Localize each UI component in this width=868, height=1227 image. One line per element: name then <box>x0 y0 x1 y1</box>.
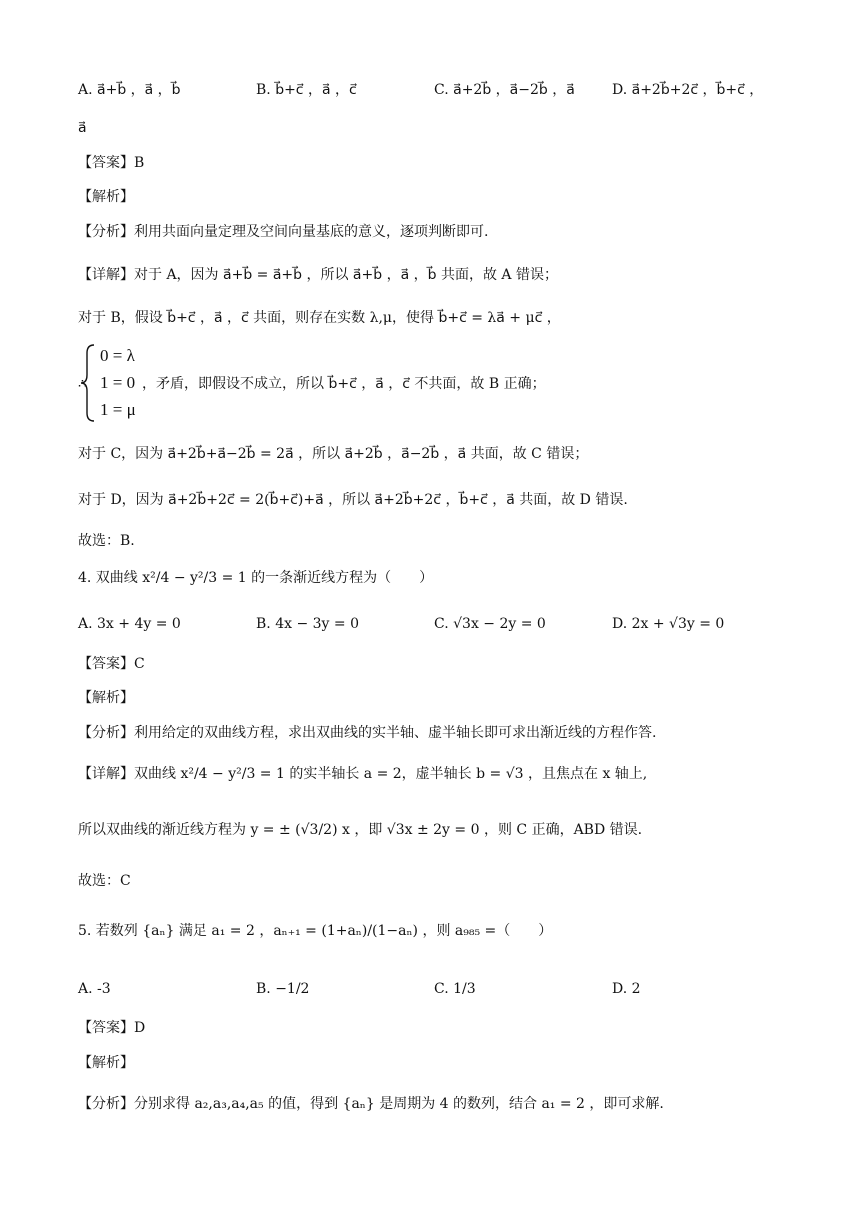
q4-option-a: A. 3x + 4y = 0 <box>78 616 181 632</box>
q5-option-c: C. 1/3 <box>434 981 476 997</box>
q3-option-c: C. a⃗+2b⃗ ，a⃗−2b⃗ ，a⃗ <box>434 82 575 98</box>
q5-option-a: A. -3 <box>78 981 111 997</box>
q4-detail-2: 所以双曲线的渐近线方程为 y = ± (√3/2) x ，即 √3x ± 2y = 0 ，则 C 正确，ABD 错误. <box>78 822 643 838</box>
q3-fenxi: 【分析】利用共面向量定理及空间向量基底的意义，逐项判断即可. <box>78 224 489 240</box>
q5-fenxi: 【分析】分别求得 a₂,a₃,a₄,a₅ 的值，得到 {aₙ} 是周期为 4 的数列，结合 a₁ = 2 ，即可求解. <box>78 1096 664 1112</box>
q4-detail-1: 【详解】双曲线 x²/4 − y²/3 = 1 的实半轴长 a = 2，虚半轴长 b = √3 ，且焦点在 x 轴上, <box>78 766 648 782</box>
q5-option-d: D. 2 <box>612 981 641 997</box>
q4-answer: 【答案】C <box>78 656 145 672</box>
q3-detail-3: ，矛盾，即假设不成立，所以 b⃗+c⃗ ，a⃗ ，c⃗ 不共面，故 B 正确； <box>142 376 546 392</box>
q5-analysis-title: 【解析】 <box>78 1055 134 1071</box>
q4-option-d: D. 2x + √3y = 0 <box>612 616 725 632</box>
q4-option-b: B. 4x − 3y = 0 <box>256 616 359 632</box>
system-eq-2: 1 = 0 <box>100 373 136 392</box>
q3-answer: 【答案】B <box>78 155 145 171</box>
q4-analysis-title: 【解析】 <box>78 690 134 706</box>
q3-detail-5: 对于 D，因为 a⃗+2b⃗+2c⃗ = 2(b⃗+c⃗)+a⃗ ，所以 a⃗+2b⃗+2c⃗ ，b⃗+c⃗ ，a⃗ 共面，故 D 错误. <box>78 492 628 508</box>
q5-answer: 【答案】D <box>78 1020 146 1036</box>
q5-option-b: B. −1/2 <box>256 981 310 997</box>
q3-choose: 故选：B. <box>78 533 135 549</box>
q3-detail-1: 【详解】对于 A，因为 a⃗+b⃗ = a⃗+b⃗ ，所以 a⃗+b⃗ ，a⃗ ，b⃗ 共面，故 A 错误； <box>78 267 558 283</box>
q4-stem: 4. 双曲线 x²/4 − y²/3 = 1 的一条渐近线方程为（ ） <box>78 570 434 586</box>
q4-option-c: C. √3x − 2y = 0 <box>434 616 546 632</box>
q3-detail-2: 对于 B，假设 b⃗+c⃗ ，a⃗ ，c⃗ 共面，则存在实数 λ,μ，使得 b⃗+c⃗ = λa⃗ + μc⃗ ， <box>78 310 561 326</box>
q3-analysis-title: 【解析】 <box>78 189 134 205</box>
q3-option-b: B. b⃗+c⃗ ，a⃗ ，c⃗ <box>256 82 357 98</box>
left-brace-icon <box>78 343 98 423</box>
q3-detail-4: 对于 C，因为 a⃗+2b⃗+a⃗−2b⃗ = 2a⃗ ，所以 a⃗+2b⃗ ，a⃗−2b⃗ ，a⃗ 共面，故 C 错误； <box>78 446 589 462</box>
system-eq-3: 1 = μ <box>100 400 136 419</box>
q4-fenxi: 【分析】利用给定的双曲线方程，求出双曲线的实半轴、虚半轴长即可求出渐近线的方程作答. <box>78 725 657 741</box>
q5-stem: 5. 若数列 {aₙ} 满足 a₁ = 2 ，aₙ₊₁ = (1+aₙ)/(1−aₙ) ，则 a₉₈₅ =（ ） <box>78 923 553 939</box>
q3-option-d-continued: a⃗ <box>78 120 87 136</box>
q3-option-d: D. a⃗+2b⃗+2c⃗ ，b⃗+c⃗ ， <box>612 82 764 98</box>
system-eq-1: 0 = λ <box>100 346 135 365</box>
therefore-symbol: ∴ <box>78 376 87 392</box>
q3-option-a: A. a⃗+b⃗ ，a⃗ ，b⃗ <box>78 82 181 98</box>
q4-choose: 故选：C <box>78 873 131 889</box>
